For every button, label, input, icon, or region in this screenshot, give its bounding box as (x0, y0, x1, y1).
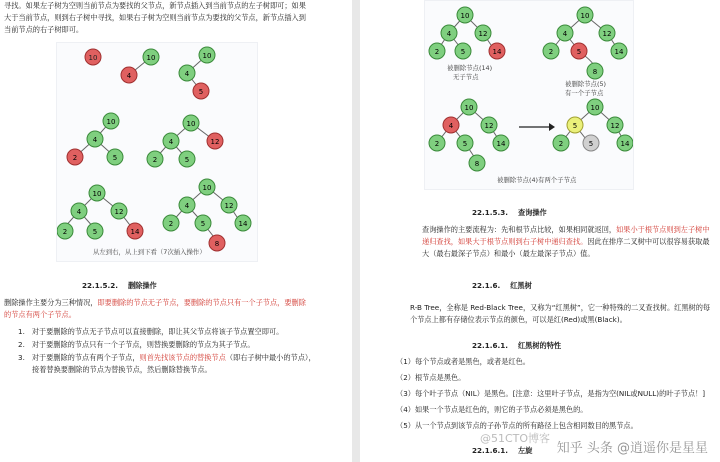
query-line-2-red: 递归查找，如果大于根节点则到右子树中递归查找。 (422, 237, 588, 246)
delete-figure (424, 0, 634, 190)
rbt-line-2: 个节点上都有存储位表示节点的颜色，可以是红(Red)或黑(Black)。 (410, 315, 627, 324)
svg-text:5: 5 (184, 156, 190, 164)
delete-item-1-num: 1. (18, 327, 25, 336)
svg-text:8: 8 (592, 68, 598, 76)
svg-text:10: 10 (88, 54, 98, 62)
svg-text:2: 2 (434, 140, 440, 148)
case1-caption-2: 无子节点 (453, 73, 479, 81)
svg-text:4: 4 (92, 136, 98, 144)
svg-text:12: 12 (210, 138, 220, 146)
svg-text:4: 4 (126, 72, 132, 80)
delete-item-1-text: 对于要删除的节点无子节点可以直接删除，即让其父节点将该子节点置空即可。 (31, 327, 284, 336)
section-props-heading (472, 341, 561, 351)
delete-item-3-num: 3. (18, 353, 25, 362)
section-rbt-number: 22.1.6. (472, 281, 501, 290)
tree-5 (147, 115, 223, 167)
prop-1: （1）每个节点或者是黑色，或者是红色。 (396, 357, 530, 366)
tree-2 (121, 49, 159, 83)
case3-after-tree (553, 99, 633, 151)
figure-caption: 从左到右，从上到下看（7次插入操作） (93, 248, 206, 256)
delete-item-3 (18, 352, 316, 364)
svg-text:12: 12 (224, 202, 234, 210)
svg-text:2: 2 (62, 228, 68, 236)
svg-text:10: 10 (464, 104, 474, 112)
svg-text:14: 14 (492, 48, 502, 56)
svg-text:4: 4 (184, 202, 190, 210)
insert-figure (56, 42, 258, 262)
svg-text:14: 14 (496, 140, 506, 148)
svg-text:8: 8 (214, 240, 220, 248)
section-delete-heading (82, 281, 157, 291)
rbt-line-1: R-B Tree，全称是 Red-Black Tree，又称为“红黑树”，它一种特殊的二叉查找树。红黑树的每 (410, 303, 711, 312)
svg-text:4: 4 (168, 138, 174, 146)
delete-item-3-line-2: 接着替换要删除的节点为替换节点，然后删除替换节点。 (32, 365, 212, 374)
insert-trees-diagram (57, 43, 257, 261)
svg-text:5: 5 (460, 48, 466, 56)
svg-text:10: 10 (146, 54, 156, 62)
svg-text:8: 8 (474, 160, 480, 168)
query-line-1-plain: 查询操作的主要流程为：先和根节点比较，如果相同就返回， (422, 225, 617, 234)
svg-text:10: 10 (106, 118, 116, 126)
case3-caption: 被删除节点(4)有两个子节点 (497, 176, 577, 184)
section-delete-title: 删除操作 (127, 281, 157, 290)
section-query-title: 查询操作 (517, 208, 547, 217)
case3-before-tree (429, 99, 509, 171)
right-page (360, 0, 720, 462)
svg-text:4: 4 (448, 122, 454, 130)
case1-caption-1: 被删除节点(14) (447, 64, 493, 72)
section-rotate-heading (472, 446, 532, 456)
svg-text:10: 10 (580, 12, 590, 20)
section-query-heading (472, 208, 547, 218)
section-rotate-title: 左旋 (517, 446, 533, 455)
case2-caption-1: 被删除节点(5) (565, 80, 607, 88)
tree-7 (163, 179, 251, 251)
delete-item-3-red: 则首先找该节点的替换节点 (139, 353, 226, 362)
svg-text:2: 2 (72, 154, 78, 162)
query-line-2-plain: 因此在排序二叉树中可以很容易获取最 (587, 237, 710, 246)
svg-text:2: 2 (434, 48, 440, 56)
svg-text:14: 14 (130, 228, 140, 236)
svg-text:5: 5 (588, 140, 594, 148)
svg-text:5: 5 (112, 154, 118, 162)
tree-6 (57, 185, 143, 239)
arrow-icon (519, 123, 555, 131)
tree-4 (67, 113, 123, 165)
delete-item-3-before: 对于要删除的节点有两个子节点， (31, 353, 140, 362)
delete-intro-red: 即要删除的节点无子节点，要删除的节点只有一个子节点，要删除 (97, 298, 306, 307)
query-line-2 (422, 236, 710, 248)
case2-tree (543, 7, 627, 79)
prop-4: （4）如果一个节点是红色的，则它的子节点必须是黑色的。 (396, 405, 588, 414)
delete-item-3-after: （即右子树中最小的节点）， (225, 353, 316, 362)
svg-text:5: 5 (92, 228, 98, 236)
section-query-number: 22.1.5.3. (472, 208, 508, 217)
svg-text:5: 5 (198, 88, 204, 96)
delete-intro-plain: 删除操作主要分为三种情况， (4, 298, 98, 307)
section-props-number: 22.1.6.1. (472, 341, 508, 350)
svg-text:10: 10 (202, 184, 212, 192)
section-delete-number: 22.1.5.2. (82, 281, 118, 290)
svg-text:4: 4 (76, 208, 82, 216)
svg-text:10: 10 (186, 120, 196, 128)
svg-text:12: 12 (478, 30, 488, 38)
svg-text:10: 10 (590, 104, 600, 112)
svg-text:2: 2 (548, 48, 554, 56)
query-line-1-red: 如果小于根节点则到左子树中 (616, 225, 710, 234)
section-props-title: 红黑树的特性 (517, 341, 562, 350)
prop-3: （3）每个叶子节点（NIL）是黑色。[注意：这里叶子节点，是指为空(NIL或NULL)的叶子节点！] (396, 389, 706, 398)
watermark: 知乎 头条 @逍遥你是星星 (556, 441, 708, 456)
svg-text:12: 12 (602, 30, 612, 38)
delete-intro-line-2: 的节点有两个子节点。 (4, 310, 76, 319)
svg-text:14: 14 (238, 220, 248, 228)
prop-5: （5）从一个节点到该节点的子孙节点的所有路径上包含相同数目的黑节点。 (396, 421, 638, 430)
intro-line-3: 当前节点的右子树即可。 (4, 25, 84, 34)
delete-item-2-num: 2. (18, 340, 25, 349)
svg-text:5: 5 (462, 140, 468, 148)
svg-text:14: 14 (614, 48, 624, 56)
svg-text:2: 2 (558, 140, 564, 148)
query-line-1 (422, 224, 710, 236)
svg-text:5: 5 (200, 220, 206, 228)
svg-text:5: 5 (572, 122, 578, 130)
svg-text:12: 12 (114, 208, 124, 216)
delete-item-1 (18, 326, 283, 338)
svg-text:5: 5 (576, 48, 582, 56)
page-gutter (352, 0, 360, 462)
svg-text:4: 4 (184, 70, 190, 78)
left-page (0, 0, 352, 462)
svg-text:10: 10 (202, 52, 212, 60)
intro-line-2: 大于当前节点，则到右子树中寻找，如果右子树为空则当前节点为要找的父节点，新节点插入到 (4, 13, 306, 22)
tree-1 (85, 49, 101, 65)
section-rbt-title: 红黑树 (510, 281, 532, 290)
tree-3 (179, 47, 215, 99)
delete-item-2 (18, 339, 255, 351)
delete-item-2-text: 对于要删除的节点只有一个子节点，则替换要删除的节点为其子节点。 (31, 340, 255, 349)
prop-2: （2）根节点是黑色。 (396, 373, 466, 382)
svg-text:12: 12 (484, 122, 494, 130)
svg-text:12: 12 (610, 122, 620, 130)
svg-text:14: 14 (620, 140, 630, 148)
case2-caption-2: 有一个子节点 (565, 89, 604, 97)
svg-text:10: 10 (92, 190, 102, 198)
intro-line-1: 寻找。如果左子树为空则当前节点为要找的父节点，新节点插入到当前节点的左子树即可；如果 (4, 1, 306, 10)
case1-tree (429, 7, 505, 59)
svg-text:4: 4 (446, 30, 452, 38)
watermark-small: @51CTO博客 (480, 432, 551, 445)
svg-text:4: 4 (562, 30, 568, 38)
svg-text:10: 10 (460, 12, 470, 20)
svg-text:2: 2 (168, 220, 174, 228)
section-rbt-heading (472, 281, 532, 291)
delete-intro-line-1 (4, 297, 306, 309)
svg-text:2: 2 (152, 156, 158, 164)
query-line-3: 大（最右最深子节点）和最小（最左最深子节点）值。 (422, 249, 595, 258)
section-rotate-number: 22.1.6.1. (472, 446, 508, 455)
